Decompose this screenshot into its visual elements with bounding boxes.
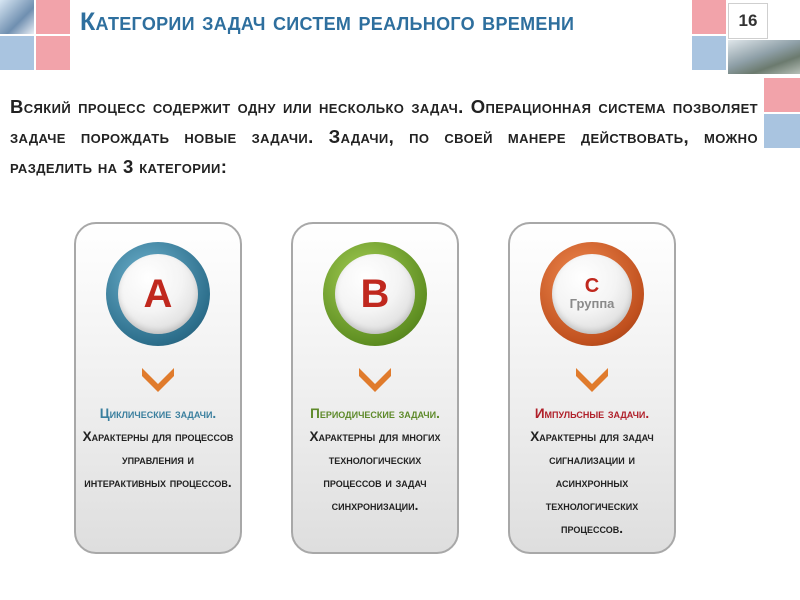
category-c-text — [516, 402, 668, 540]
decor-square-pink-far — [764, 78, 800, 112]
chevron-down-icon — [140, 364, 176, 394]
decor-square-blue — [0, 36, 34, 70]
chevron-down-icon — [357, 364, 393, 394]
category-b-highlight: Периодические задачи. — [310, 406, 440, 421]
category-a-text — [82, 402, 234, 494]
decor-square-blue-right — [692, 36, 726, 70]
category-a-description: Характерны для процессов управления и интерактивных процессов. — [82, 429, 234, 490]
decor-square-pink-2 — [36, 36, 70, 70]
category-a-highlight: Циклические задачи. — [99, 406, 217, 421]
category-c-description: Характерны для задач сигнализации и асинхронных технологических процессов. — [530, 429, 654, 536]
photo-thumbnail-top-left — [0, 0, 34, 34]
category-card-b — [291, 222, 459, 554]
decor-square-pink — [36, 0, 70, 34]
page-number: 16 — [728, 3, 768, 39]
category-card-c — [508, 222, 676, 554]
category-b-text — [299, 402, 451, 517]
decor-square-pink-right — [692, 0, 726, 34]
intro-paragraph: Всякий процесс содержит одну или несколько задач. Операционная система позволяет задаче порождать новые задачи. Задачи, по своей манере действовать, можно разделить на 3 категории: — [10, 96, 758, 177]
chevron-down-icon — [574, 364, 610, 394]
category-a-badge — [106, 242, 210, 346]
category-b-letter: B — [360, 272, 390, 316]
category-b-description: Характерны для многих технологических процессов и задач синхронизации. — [309, 429, 441, 513]
decor-square-blue-far — [764, 114, 800, 148]
category-card-a — [74, 222, 242, 554]
slide-title: Категории задач систем реального времени — [80, 8, 575, 36]
category-a-letter: A — [143, 272, 173, 316]
category-c-subtitle: Группа — [569, 296, 615, 311]
category-c-badge — [540, 242, 644, 346]
photo-thumbnail-top-right — [728, 40, 800, 74]
category-c-letter: C — [584, 275, 600, 297]
category-b-badge — [323, 242, 427, 346]
category-c-highlight: Импульсные задачи. — [534, 406, 650, 421]
